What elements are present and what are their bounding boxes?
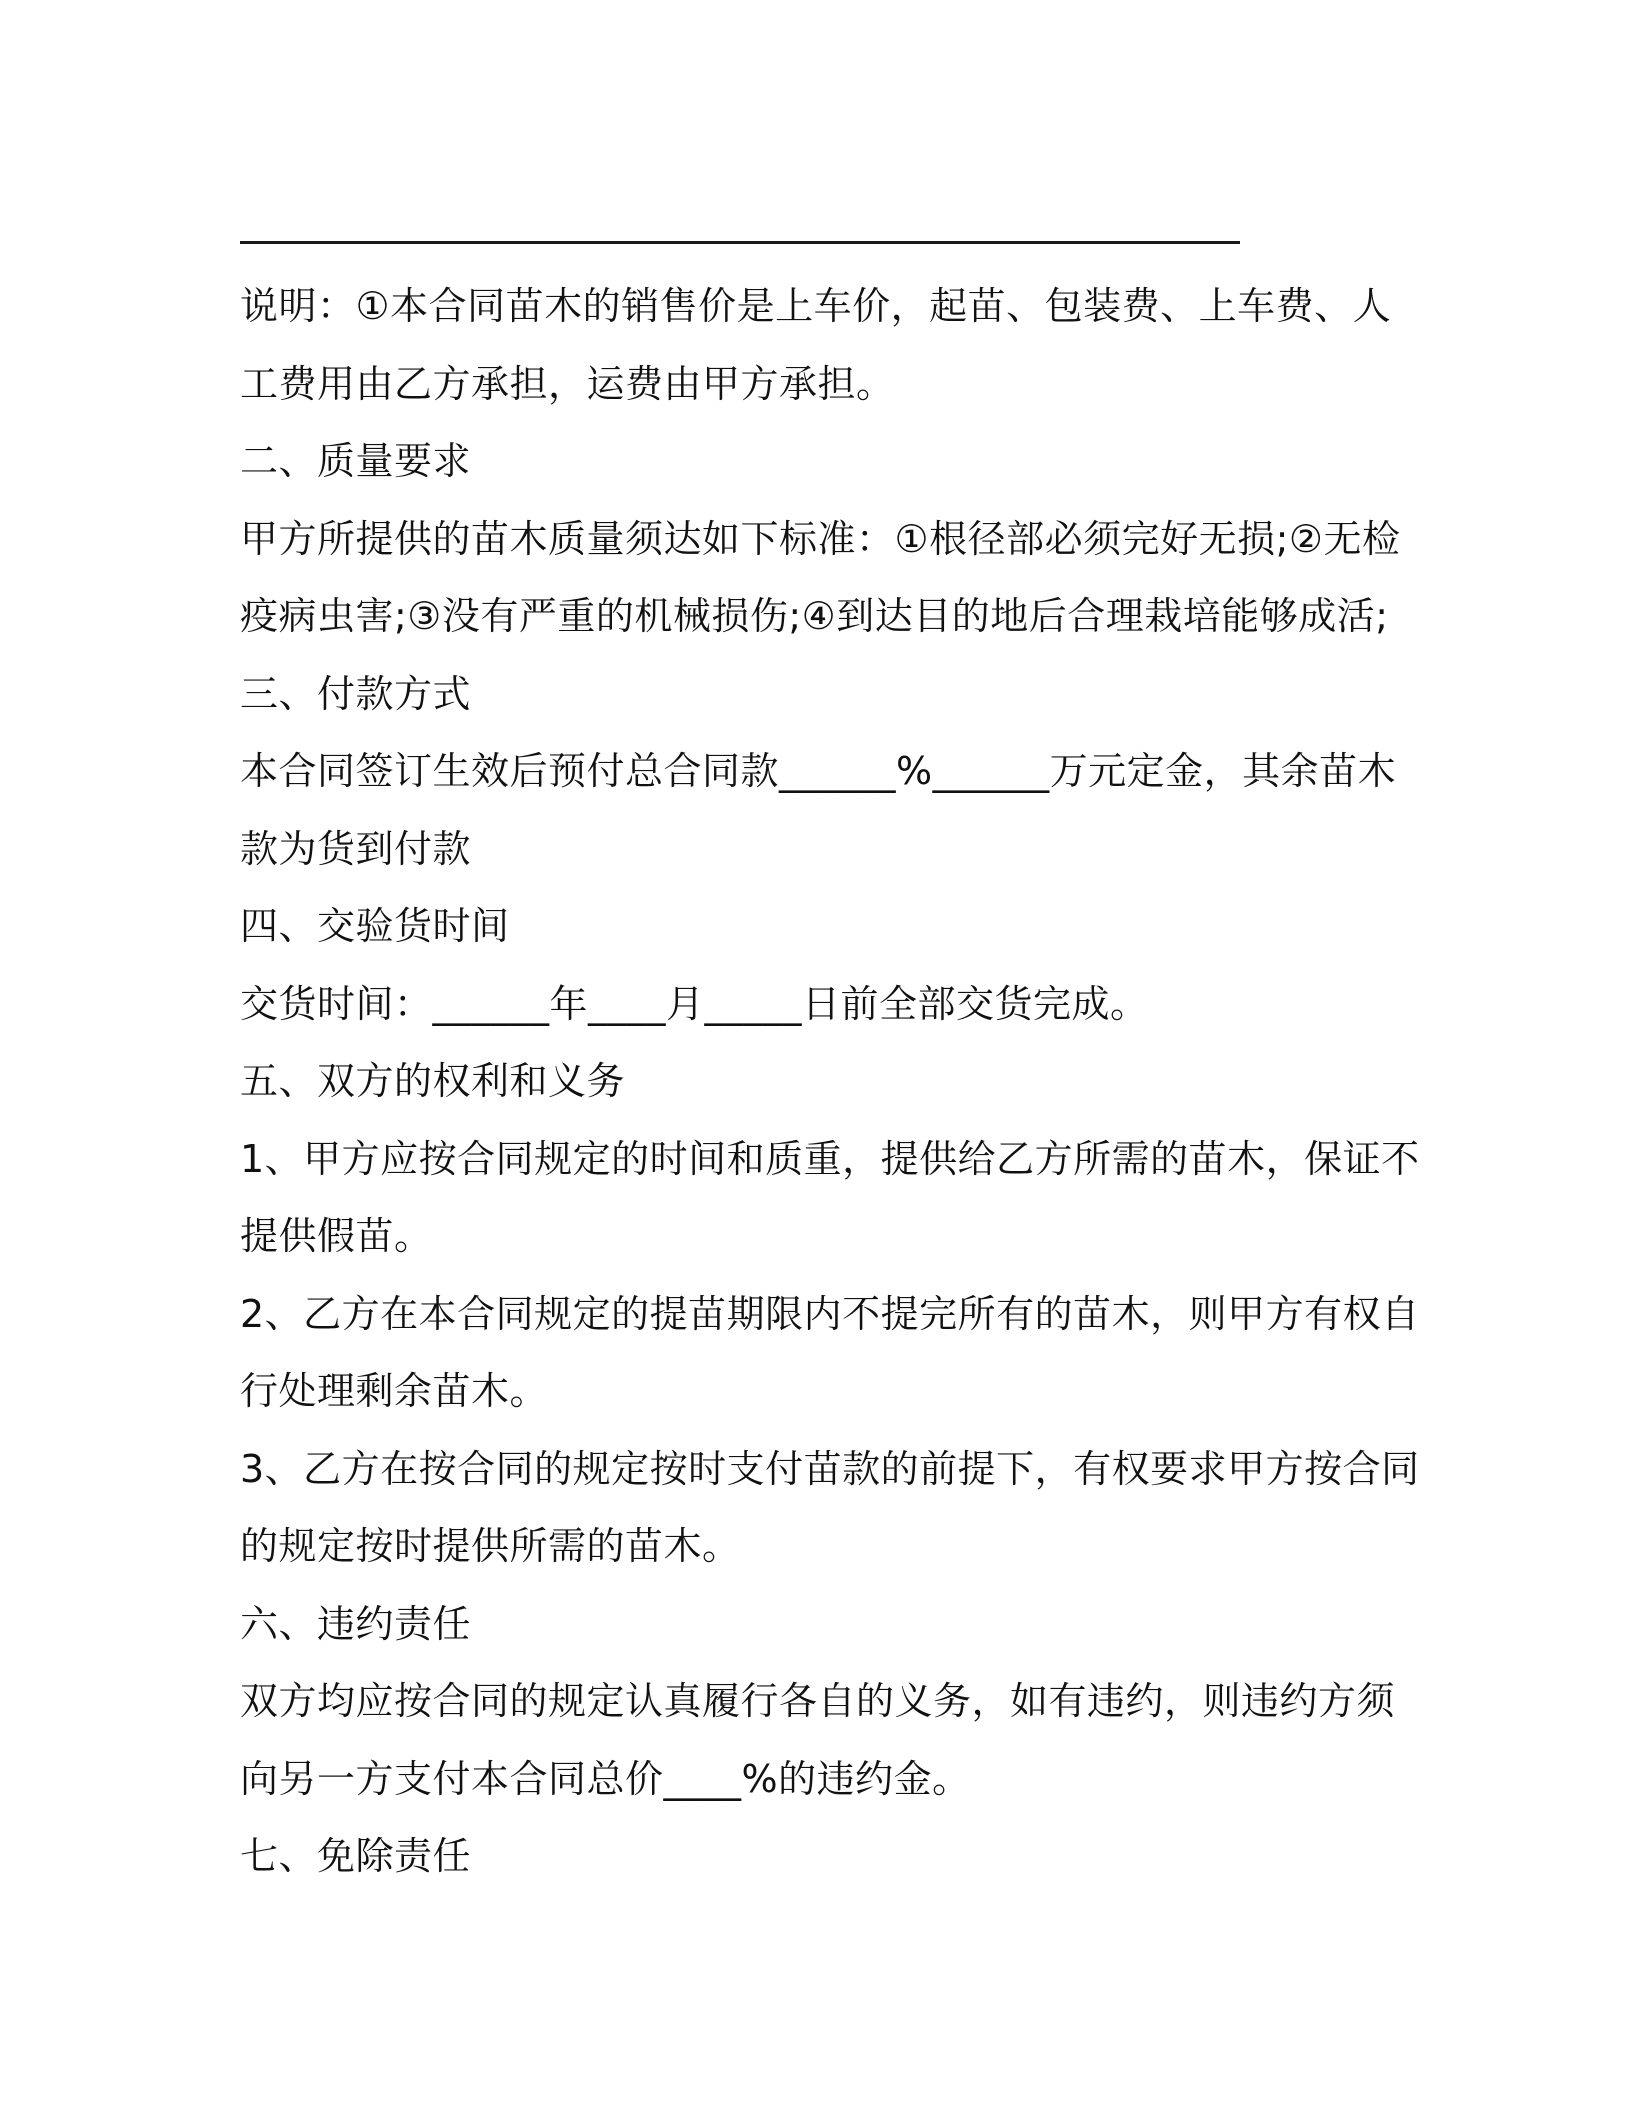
heading-payment-method: 三、付款方式 <box>240 671 472 716</box>
note-line-2: 工费用由乙方承担，运费由甲方承担。 <box>240 361 895 406</box>
contract-body <box>240 268 1420 1896</box>
breach-line-1: 双方均应按合同的规定认真履行各自的义务，如有违约，则违约方须 <box>240 1679 1396 1723</box>
heading-exemption: 七、免除责任 <box>240 1834 472 1878</box>
note-line-1: 说明：①本合同苗木的销售价是上车价，起苗、包装费、上车费、人 <box>240 284 1392 328</box>
obligation-3-line-1: 3、乙方在按合同的规定按时支付苗款的前提下，有权要求甲方按合同 <box>240 1446 1420 1491</box>
delivery-line: 交货时间：______年____月_____日前全部交货完成。 <box>240 981 1149 1026</box>
payment-line-1: 本合同签订生效后预付总合同款______%______万元定金，其余苗木 <box>240 749 1397 793</box>
heading-rights-obligations: 五、双方的权利和义务 <box>240 1059 626 1103</box>
obligation-1-line-1: 1、甲方应按合同规定的时间和质重，提供给乙方所需的苗木，保证不 <box>240 1136 1420 1181</box>
quality-line-1: 甲方所提供的苗木质量须达如下标准：①根径部必须完好无损;②无检 <box>240 516 1401 561</box>
obligation-1-line-2: 提供假苗。 <box>240 1214 433 1258</box>
top-blank-rule <box>240 241 1240 244</box>
heading-quality-requirements: 二、质量要求 <box>240 439 472 483</box>
heading-breach-liability: 六、违约责任 <box>240 1601 472 1646</box>
heading-delivery-time: 四、交验货时间 <box>240 904 510 948</box>
obligation-3-line-2: 的规定按时提供所需的苗木。 <box>240 1524 741 1568</box>
quality-line-2: 疫病虫害;③没有严重的机械损伤;④到达目的地后合理栽培能够成活; <box>240 594 1389 638</box>
payment-line-2: 款为货到付款 <box>240 826 472 871</box>
obligation-2-line-1: 2、乙方在本合同规定的提苗期限内不提完所有的苗木，则甲方有权自 <box>240 1291 1420 1336</box>
obligation-2-line-2: 行处理剩余苗木。 <box>240 1369 549 1413</box>
breach-line-2: 向另一方支付本合同总价____%的违约金。 <box>240 1756 971 1801</box>
